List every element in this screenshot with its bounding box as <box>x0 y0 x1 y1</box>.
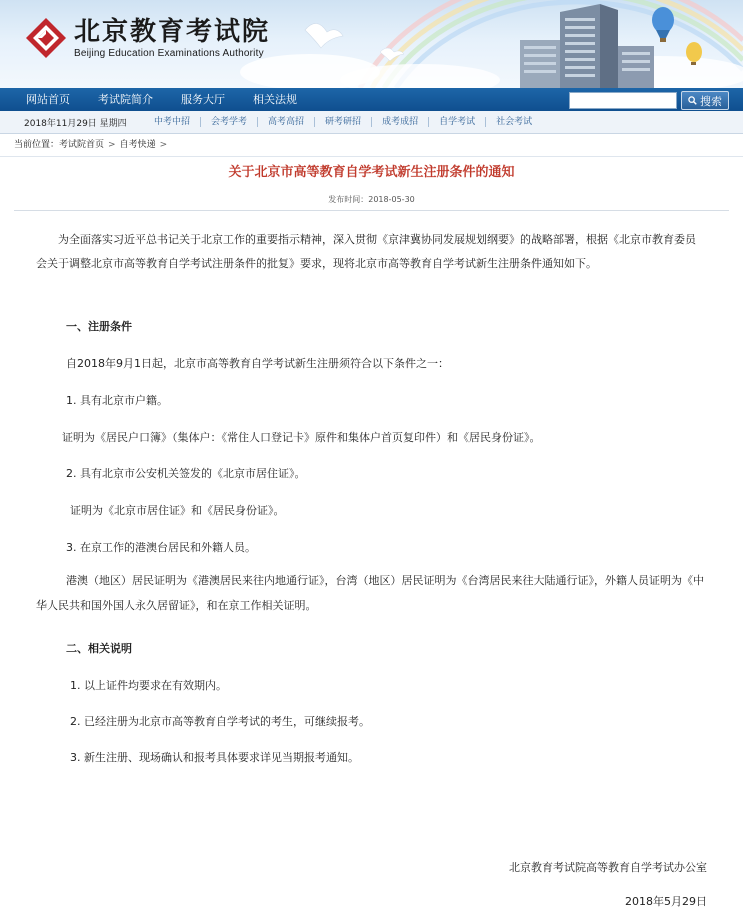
nav-item-regulations[interactable]: 相关法规 <box>253 93 297 106</box>
breadcrumb-prefix: 当前位置： <box>14 140 60 150</box>
article-intro: 为全面落实习近平总书记关于北京工作的重要指示精神，深入贯彻《京津冀协同发展规划纲要》的战略部署，根据《北京市教育委员会关于调整北京市高等教育自学考试注册条件的批复》要求，现将北京市高等教育自学考试新生注册条件通知如下。 <box>36 233 696 270</box>
note-2: 2. 已经注册为北京市高等教育自学考试的考生，可继续报考。 <box>70 715 370 728</box>
nav-item-home[interactable]: 网站首页 <box>26 93 70 106</box>
publish-time-label: 发布时间： <box>328 195 369 204</box>
main-nav <box>0 88 743 111</box>
subnav-link-gaokao[interactable]: 高考高招 <box>258 117 315 127</box>
logo-text <box>74 17 270 59</box>
search-button-label: 搜索 <box>700 94 722 108</box>
condition-3: 3. 在京工作的港澳台居民和外籍人员。 <box>66 541 256 554</box>
breadcrumb-separator: > <box>159 140 168 150</box>
search-icon <box>688 96 697 105</box>
note-1: 1. 以上证件均要求在有效期内。 <box>70 679 227 692</box>
condition-2: 2. 具有北京市公安机关签发的《北京市居住证》。 <box>66 467 306 480</box>
section-heading-registration: 一、注册条件 <box>66 320 132 333</box>
signature-date: 2018年5月29日 <box>625 895 707 908</box>
condition-2-proof: 证明为《北京市居住证》和《居民身份证》。 <box>70 504 285 517</box>
condition-1-proof: 证明为《居民户口簿》（集体户：《常住人口登记卡》原件和集体户首页复印件）和《居民身份证》。 <box>62 431 541 444</box>
subnav-link-zikao[interactable]: 自学考试 <box>429 117 486 127</box>
condition-3-proof: 港澳（地区）居民证明为《港澳居民来往内地通行证》，台湾（地区）居民证明为《台湾居民来往大陆通行证》，外籍人员证明为《中华人民共和国外国人永久居留证》，和在京工作相关证明。 <box>36 574 704 612</box>
article-title: 关于北京市高等教育自学考试新生注册条件的通知 <box>228 165 515 180</box>
nav-item-service-hall[interactable]: 服务大厅 <box>181 93 225 106</box>
publish-date: 2018-05-30 <box>368 195 415 204</box>
registration-lead: 自2018年9月1日起，北京市高等教育自学考试新生注册须符合以下条件之一： <box>66 357 449 370</box>
section-heading-notes: 二、相关说明 <box>66 642 132 655</box>
header-banner <box>0 0 743 88</box>
logo-emblem-icon <box>24 16 68 60</box>
subnav-link-yankao[interactable]: 研考研招 <box>315 117 372 127</box>
breadcrumb-separator: > <box>108 140 116 150</box>
search-input[interactable] <box>569 92 677 109</box>
site-name-cn: 北京教育考试院 <box>74 17 271 47</box>
search-button[interactable] <box>681 91 729 110</box>
nav-item-about[interactable]: 考试院简介 <box>98 93 153 106</box>
note-3: 3. 新生注册、现场确认和报考具体要求详见当期报考通知。 <box>70 751 359 764</box>
breadcrumb <box>0 134 743 157</box>
search-box <box>569 91 729 110</box>
signature-org: 北京教育考试院高等教育自学考试办公室 <box>509 861 707 874</box>
sub-nav <box>0 111 743 134</box>
site-logo[interactable] <box>24 16 270 60</box>
site-name-en: Beijing Education Examinations Authority <box>74 48 264 59</box>
condition-1: 1. 具有北京市户籍。 <box>66 394 168 407</box>
subnav-link-zhongkao[interactable]: 中考中招 <box>144 117 201 127</box>
subnav-link-chengkao[interactable]: 成考成招 <box>372 117 429 127</box>
breadcrumb-home[interactable]: 考试院首页 <box>59 140 105 150</box>
subnav-link-shehui[interactable]: 社会考试 <box>496 117 533 127</box>
current-date: 2018年11月29日 星期四 <box>24 118 127 129</box>
article-meta <box>0 194 743 205</box>
title-divider <box>14 210 729 211</box>
subnav-link-huikao[interactable]: 会考学考 <box>201 117 258 127</box>
breadcrumb-category[interactable]: 自考快递 <box>119 140 156 150</box>
